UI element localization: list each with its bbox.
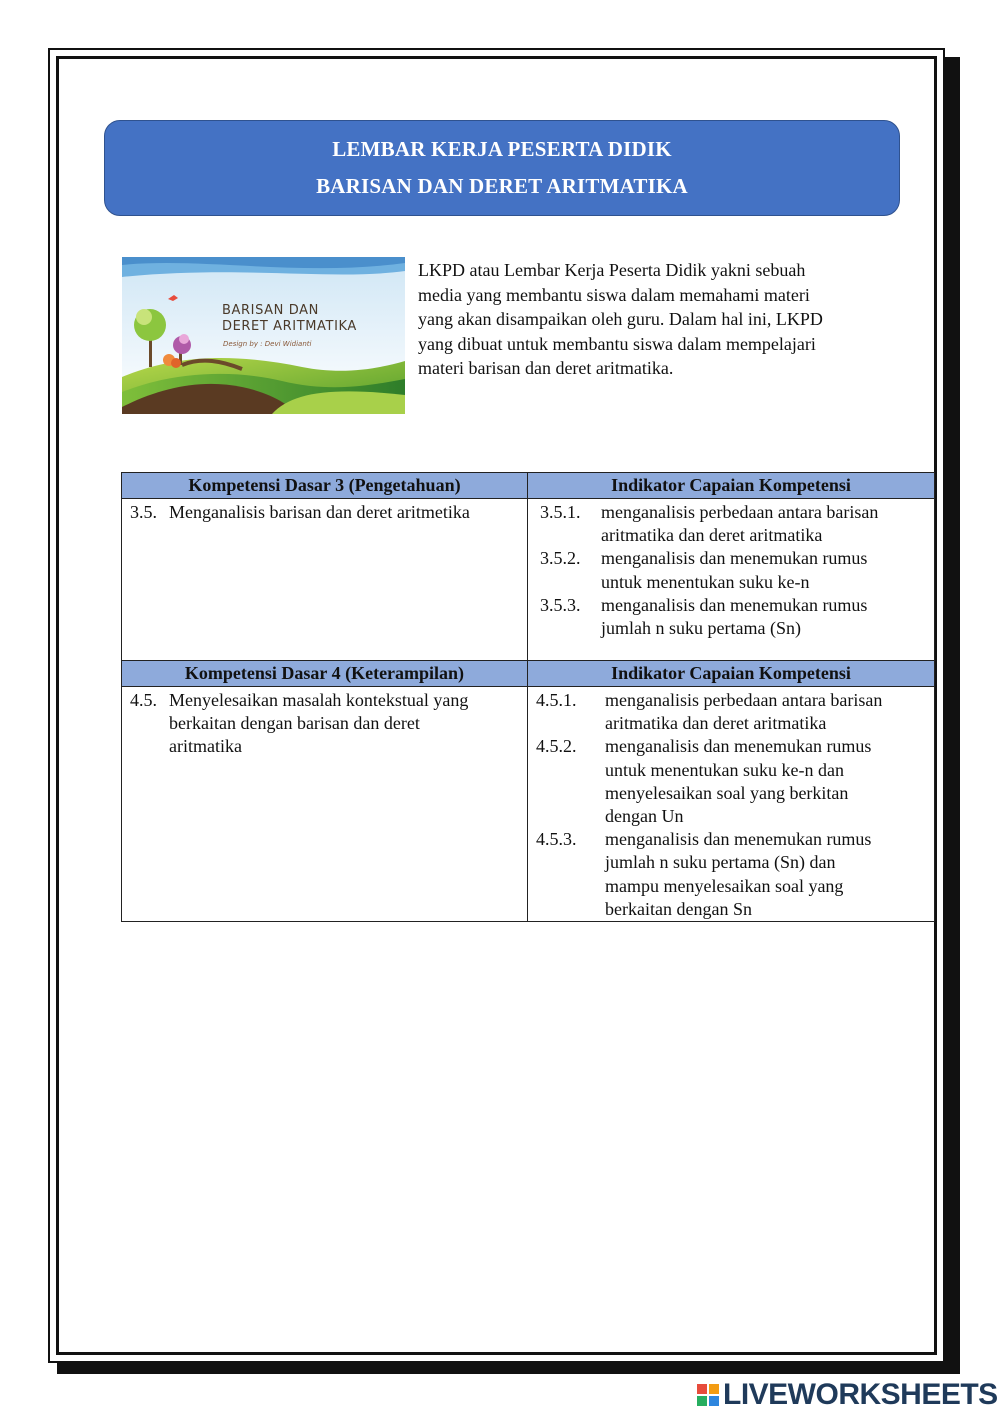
indicator-line: jumlah n suku pertama (Sn) dan bbox=[605, 852, 836, 873]
kd3-text: Menganalisis barisan dan deret aritmetika bbox=[169, 502, 470, 522]
indicator-line: menganalisis dan menemukan rumus bbox=[605, 829, 872, 850]
kd3-number: 3.5. bbox=[130, 502, 157, 522]
kd3-content-row bbox=[122, 499, 935, 661]
kd4-header-row bbox=[122, 661, 935, 687]
landscape-illustration bbox=[122, 257, 405, 414]
indicator-line: dengan Un bbox=[605, 806, 684, 827]
kd4-content-row bbox=[122, 687, 935, 922]
cover-credit: Design by : Devi Widianti bbox=[223, 340, 312, 348]
logo-square bbox=[697, 1396, 707, 1406]
title-line-1: LEMBAR KERJA PESERTA DIDIK bbox=[332, 137, 672, 161]
indicator-line: menganalisis perbedaan antara barisan bbox=[605, 690, 883, 710]
cover-title-line-1: BARISAN DAN bbox=[222, 303, 319, 318]
indicator-item bbox=[540, 547, 930, 593]
kd3-cell bbox=[122, 499, 528, 661]
indicator-number: 3.5.3. bbox=[540, 594, 581, 615]
intro-line: LKPD atau Lembar Kerja Peserta Didik yakni sebuah bbox=[418, 260, 806, 280]
kd3-header: Kompetensi Dasar 3 (Pengetahuan) bbox=[122, 473, 528, 499]
indicator-number: 4.5.2. bbox=[536, 736, 577, 757]
indicator-line: mampu menyelesaikan soal yang bbox=[605, 875, 844, 896]
indicator-text bbox=[601, 501, 930, 547]
indicator-item bbox=[540, 594, 930, 640]
cover-image bbox=[122, 257, 405, 414]
kd3-item bbox=[130, 501, 521, 524]
indicator-number: 4.5.3. bbox=[536, 829, 577, 850]
indicator-line: aritmatika dan deret aritmatika bbox=[601, 525, 823, 546]
kd3-indicator-header: Indikator Capaian Kompetensi bbox=[528, 473, 935, 499]
kd4-header: Kompetensi Dasar 4 (Keterampilan) bbox=[122, 661, 528, 687]
logo-square bbox=[697, 1384, 707, 1394]
indicator-line: berkaitan dengan Sn bbox=[605, 898, 752, 919]
indicator-item bbox=[536, 735, 930, 828]
logo-square bbox=[709, 1396, 719, 1406]
kd4-line: Menyelesaikan masalah kontekstual yang bbox=[169, 690, 469, 710]
kd3-indicators-cell bbox=[528, 499, 935, 661]
intro-line: yang dibuat untuk membantu siswa dalam mempelajari bbox=[418, 333, 816, 354]
indicator-item bbox=[540, 501, 930, 547]
indicator-number: 3.5.2. bbox=[540, 548, 581, 569]
kd3-header-row bbox=[122, 473, 935, 499]
kd4-cell bbox=[122, 687, 528, 922]
kd4-indicators-cell bbox=[528, 687, 935, 922]
indicator-line: aritmatika dan deret aritmatika bbox=[605, 713, 827, 734]
indicator-line: untuk menentukan suku ke-n dan bbox=[605, 759, 844, 780]
competency-table bbox=[121, 472, 935, 922]
intro-line: media yang membantu siswa dalam memahami materi bbox=[418, 284, 810, 305]
kd4-indicator-header: Indikator Capaian Kompetensi bbox=[528, 661, 935, 687]
indicator-text bbox=[601, 594, 930, 640]
indicator-line: menyelesaikan soal yang berkitan bbox=[605, 782, 849, 803]
indicator-item bbox=[536, 689, 930, 735]
indicator-line: menganalisis perbedaan antara barisan bbox=[601, 502, 879, 522]
liveworksheets-watermark bbox=[697, 1375, 998, 1415]
indicator-line: menganalisis dan menemukan rumus bbox=[605, 736, 872, 757]
watermark-text: LIVEWORKSHEETS bbox=[723, 1378, 998, 1411]
kd4-item bbox=[130, 689, 521, 759]
intro-line: yang akan disampaikan oleh guru. Dalam hal ini, LKPD bbox=[418, 309, 823, 329]
kd4-line: berkaitan dengan barisan dan deret bbox=[169, 713, 420, 734]
indicator-item bbox=[536, 828, 930, 921]
indicator-text bbox=[605, 735, 930, 828]
intro-paragraph bbox=[418, 258, 888, 381]
logo-square bbox=[709, 1384, 719, 1394]
indicator-text bbox=[605, 689, 930, 735]
indicator-line: untuk menentukan suku ke-n bbox=[601, 571, 810, 592]
kd4-number: 4.5. bbox=[130, 690, 157, 710]
indicator-line: menganalisis dan menemukan rumus bbox=[601, 594, 868, 615]
indicator-number: 4.5.1. bbox=[536, 690, 577, 710]
title-line-2: BARISAN DAN DERET ARITMATIKA bbox=[316, 174, 688, 198]
kd4-line: aritmatika bbox=[169, 736, 242, 757]
intro-line: materi barisan dan deret aritmatika. bbox=[418, 358, 674, 378]
indicator-text bbox=[601, 547, 930, 593]
indicator-text bbox=[605, 828, 930, 921]
liveworksheets-logo-icon bbox=[697, 1384, 719, 1406]
indicator-line: menganalisis dan menemukan rumus bbox=[601, 548, 868, 569]
kd4-text bbox=[169, 689, 521, 759]
cover-title-line-2: DERET ARITMATIKA bbox=[222, 319, 357, 334]
title-banner bbox=[104, 120, 900, 216]
indicator-line: jumlah n suku pertama (Sn) bbox=[601, 618, 801, 639]
indicator-number: 3.5.1. bbox=[540, 502, 581, 522]
cover-title bbox=[222, 303, 357, 335]
